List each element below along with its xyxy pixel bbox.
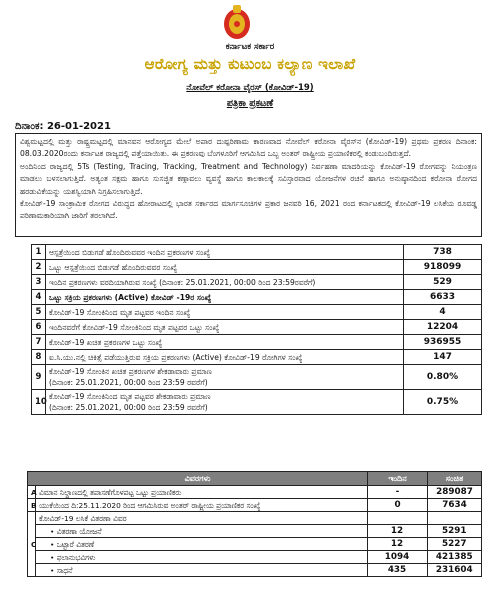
- item-total: 5227: [427, 538, 481, 551]
- table-row: [32, 275, 482, 290]
- intro-box: [15, 133, 482, 237]
- stats-table: [31, 244, 482, 415]
- row-number: 6: [32, 320, 46, 335]
- table-row: [32, 290, 482, 305]
- row-label: ಇಂದಿನ ಪ್ರಕರಣಗಳು ವರದಿಯಾಗಿರುವ ಸಂಖ್ಯೆ (ದಿನಾಂಕ: 25.01.2021, 00:00 ರಿಂದ 23:59ರವರೆಗೆ): [46, 275, 404, 290]
- row-label-cell: [46, 390, 404, 415]
- row-number: 5: [32, 305, 46, 320]
- row-letter: B: [28, 499, 36, 512]
- table-row: [32, 350, 482, 365]
- table-row: [28, 486, 482, 499]
- row-today: -: [368, 486, 428, 499]
- table-row: [32, 320, 482, 335]
- row-label: ಇಂದಿನವರೆಗೆ ಕೋವಿಡ್-19 ಸೋಂಕಿನಿಂದ ಮೃತ ಪಟ್ಟವರ ಒಟ್ಟು ಸಂಖ್ಯೆ: [46, 320, 404, 335]
- table-row: [28, 499, 482, 512]
- row-letter: A: [28, 486, 36, 499]
- item-today: 1094: [367, 551, 427, 564]
- subtitle: ನೋವೆಲ್ ಕರೋನಾ ವೈರಸ್ (ಕೋವಿಡ್-19): [186, 83, 314, 93]
- item-today: 435: [367, 564, 427, 577]
- row-label-cell: [46, 365, 404, 390]
- row-value: 147: [404, 350, 482, 365]
- item-total: 421385: [427, 551, 481, 564]
- row-value: 738: [404, 245, 482, 260]
- item-today: 12: [367, 538, 427, 551]
- row-label: ಕೋವಿಡ್-19 ಸೋಂಕಿನಿಂದ ಮೃತ ಪಟ್ಟವರ ಇಂದಿನ ಸಂಖ್ಯೆ: [46, 305, 404, 320]
- row-label: ಕೋವಿಡ್-19 ಸೋಂಕಿನ ಖಚಿತ ಪ್ರಕರಣಗಳ ಶೇಕಡಾವಾರು ಪ್ರಮಾಣ: [49, 367, 212, 376]
- row-value: 6633: [404, 290, 482, 305]
- row-label: ಐ.ಸಿ.ಯು.ನಲ್ಲಿ ಚಿಕಿತ್ಸೆ ಪಡೆಯುತ್ತಿರುವ ಸಕ್ರಿಯ ಪ್ರಕರಣಗಳು (Active) ಕೋವಿಡ್-19 ರೋಗಿಗಳ ಸಂಖ್ಯೆ: [46, 350, 404, 365]
- row-value: 4: [404, 305, 482, 320]
- item-text: • ವಿತರಣಾ ಯೋಜನೆ: [36, 525, 367, 538]
- list-item: [36, 538, 481, 551]
- table-row: [32, 365, 482, 390]
- row-total: 7634: [428, 499, 482, 512]
- table-row: [32, 390, 482, 415]
- list-item: [36, 551, 481, 564]
- table-row: [32, 260, 482, 275]
- item-total: 231604: [427, 564, 481, 577]
- item-total: 5291: [427, 525, 481, 538]
- intro-paragraph: ವಿಶ್ವಮಟ್ಟದಲ್ಲಿ ಮತ್ತು ರಾಷ್ಟ್ರಮಟ್ಟದಲ್ಲಿ ಮಾನವನ ಆರೋಗ್ಯದ ಮೇಲೆ ಅಪಾರ ದುಷ್ಪರಿಣಾಮ ಕಾರಣವಾದ ನೋವೆಲ್ ಕರೋನಾ ವೈರಸ್‌ನ (ಕೋವಿಡ್-19) ಪ್ರಥಮ ಪ್ರಕರಣ ದಿನಾಂಕ: 08.03.2020ರಂದು ಕರ್ನಾಟಕ ರಾಜ್ಯದಲ್ಲಿ ಪತ್ತೆಯಾಯಿತು. ಈ ಪ್ರಕರಣವು ಬೆಂಗಳೂರಿಗೆ ಆಗಮಿಸಿದ ಒಬ್ಬ ಅಂತರ್ ರಾಷ್ಟ್ರೀಯ ಪ್ರಯಾಣಿಕರಲ್ಲಿ ಕಂಡುಬಂದಿರುತ್ತದೆ.: [20, 137, 477, 159]
- item-today: 12: [367, 525, 427, 538]
- table-row: [32, 335, 482, 350]
- intro-paragraph: ಅಂದಿನಿಂದ ರಾಜ್ಯದಲ್ಲಿ 5Ts (Testing, Tracing, Tracking, Treatment and Technology) ನಿರ್ವಹಣಾ ಮಾದರಿಯನ್ನು ಕೋವಿಡ್-19 ರೋಗವನ್ನು ನಿಯಂತ್ರಣ ಮಾಡಲು ಬಳಸಲಾಗುತ್ತಿದೆ. ಅತ್ಯಂತ ಸಕ್ಷಮ ಹಾಗೂ ಸುಸಜ್ಜಿತ ಕಣ್ಗಾವಲು ವ್ಯವಸ್ಥೆ ಹಾಗೂ ಕಾಲಕಾಲಕ್ಕೆ ಸವಿಸ್ತಾರವಾದ ಯೋಜನೆಗಳ ರಚನೆ ಹಾಗೂ ಅನುಷ್ಠಾನದಿಂದ ಕರೋನಾ ರೋಗದ ಹರಡುವಿಕೆಯನ್ನು ಯಶಸ್ವಿಯಾಗಿ ನಿಗ್ರಹಿಸಲಾಗುತ್ತಿದೆ.: [20, 161, 477, 196]
- table-header-row: [28, 472, 482, 486]
- empty-cell: [427, 512, 481, 525]
- row-number: 9: [32, 365, 46, 390]
- item-text: • ಒಟ್ಟಾರೆ ವಿತರಣೆ: [36, 538, 367, 551]
- row-value: 936955: [404, 335, 482, 350]
- row-number: 1: [32, 245, 46, 260]
- row-label: ಕೋವಿಡ್-19 ಖಚಿತ ಪ್ರಕರಣಗಳ ಒಟ್ಟು ಸಂಖ್ಯೆ: [46, 335, 404, 350]
- row-today: 0: [368, 499, 428, 512]
- header-details: ವಿವರಗಳು: [28, 472, 368, 486]
- row-label: ಆಸ್ಪತ್ರೆಯಿಂದ ಬಿಡುಗಡೆ ಹೊಂದಿರುವವರ ಇಂದಿನ ಪ್ರಕರಣಗಳ ಸಂಖ್ಯೆ: [46, 245, 404, 260]
- row-number: 8: [32, 350, 46, 365]
- table-row: [32, 245, 482, 260]
- table-row: [28, 512, 482, 577]
- table-row: [32, 305, 482, 320]
- row-value: 529: [404, 275, 482, 290]
- row-total: 289087: [428, 486, 482, 499]
- government-name: ಕರ್ನಾಟಕ ಸರ್ಕಾರ: [225, 42, 275, 52]
- press-release-title: ಪತ್ರಿಕಾ ಪ್ರಕಟಣೆ: [226, 98, 274, 109]
- karnataka-emblem-icon: [222, 4, 252, 42]
- row-number: 4: [32, 290, 46, 305]
- vaccine-title: ಕೋವಿಡ್-19 ಲಸಿಕೆ ವಿತರಣಾ ವಿವರ: [39, 513, 127, 523]
- row-label: ಕೋವಿಡ್-19 ಸೋಂಕಿನಿಂದ ಮೃತ ಪಟ್ಟವರ ಶೇಕಡಾವಾರು ಪ್ರಮಾಣ: [49, 392, 211, 401]
- intro-paragraph: ಕೋವಿಡ್-19 ಸಾಂಕ್ರಾಮಿಕ ರೋಗದ ವಿರುದ್ಧದ ಹೋರಾಟದಲ್ಲಿ ಭಾರತ ಸರ್ಕಾರದ ಮಾರ್ಗಸೂಚಿಗಳ ಪ್ರಕಾರ ಜನವರಿ 16, 2021 ರಂದ ಕರ್ನಾಟಕದಲ್ಲಿ ಕೋವಿಡ್-19 ಲಸಿಕೆಯ ರೂವಡ್ಡ ಪರಿಣಾಮಕಾರಿಯಾಗಿ ಜಾರಿಗೆ ತರಲಾಗಿದೆ.: [20, 199, 477, 221]
- header-total: ಸಂಚಿತ: [428, 472, 482, 486]
- row-value: 0.75%: [404, 390, 482, 415]
- row-text: ಯುಕೆಯಿಂದ ದಿ:25.11.2020 ರಿಂದ ಆಗಮಿಸಿರುವ ಅಂತರ್ ರಾಷ್ಟ್ರೀಯ ಪ್ರಯಾಣಿಕರ ಸಂಖ್ಯೆ: [36, 499, 368, 512]
- list-item: [36, 564, 481, 577]
- header-today: ಇಂದಿನ: [368, 472, 428, 486]
- details-table: [27, 471, 482, 577]
- list-item: [36, 525, 481, 538]
- department-title: ಆರೋಗ್ಯ ಮತ್ತು ಕುಟುಂಬ ಕಲ್ಯಾಣ ಇಲಾಖೆ: [144, 55, 356, 73]
- row-label-date: (ದಿನಾಂಕ: 25.01.2021, 00:00 ರಿಂದ 23:59 ರವರೆಗೆ): [49, 378, 208, 387]
- row-number: 10: [32, 390, 46, 415]
- row-number: 3: [32, 275, 46, 290]
- empty-cell: [367, 512, 427, 525]
- vaccine-details-cell: [36, 512, 482, 577]
- page-header: [0, 0, 500, 118]
- vaccine-details: [36, 512, 481, 576]
- item-text: • ಸಾಧನೆ: [36, 564, 367, 577]
- row-number: 2: [32, 260, 46, 275]
- release-date: ದಿನಾಂಕ: 26-01-2021: [15, 121, 111, 132]
- row-letter: C: [28, 512, 36, 577]
- row-value: 0.80%: [404, 365, 482, 390]
- row-text: ವಿಮಾನ ನಿಲ್ದಾಣದಲ್ಲಿ ತಪಾಸಣೆಗೊಳಪಟ್ಟ ಒಟ್ಟು ಪ್ರಯಾಣಿಕರು: [36, 486, 368, 499]
- row-value: 12204: [404, 320, 482, 335]
- row-label: ಒಟ್ಟು ಆಸ್ಪತ್ರೆಯಿಂದ ಬಿಡುಗಡೆ ಹೊಂದಿರುವವರ ಸಂಖ್ಯೆ: [46, 260, 404, 275]
- row-label-date: (ದಿನಾಂಕ: 25.01.2021, 00:00 ರಿಂದ 23:59 ರವರೆಗೆ): [49, 403, 208, 412]
- row-label: ಒಟ್ಟು ಸಕ್ರಿಯ ಪ್ರಕರಣಗಳು (Active) ಕೋವಿಡ್ -19ರ ಸಂಖ್ಯೆ: [46, 290, 404, 305]
- item-text: • ಫಲಾನುಭವಿಗಳು: [36, 551, 367, 564]
- row-number: 7: [32, 335, 46, 350]
- row-value: 918099: [404, 260, 482, 275]
- vaccine-title-row: [36, 512, 481, 525]
